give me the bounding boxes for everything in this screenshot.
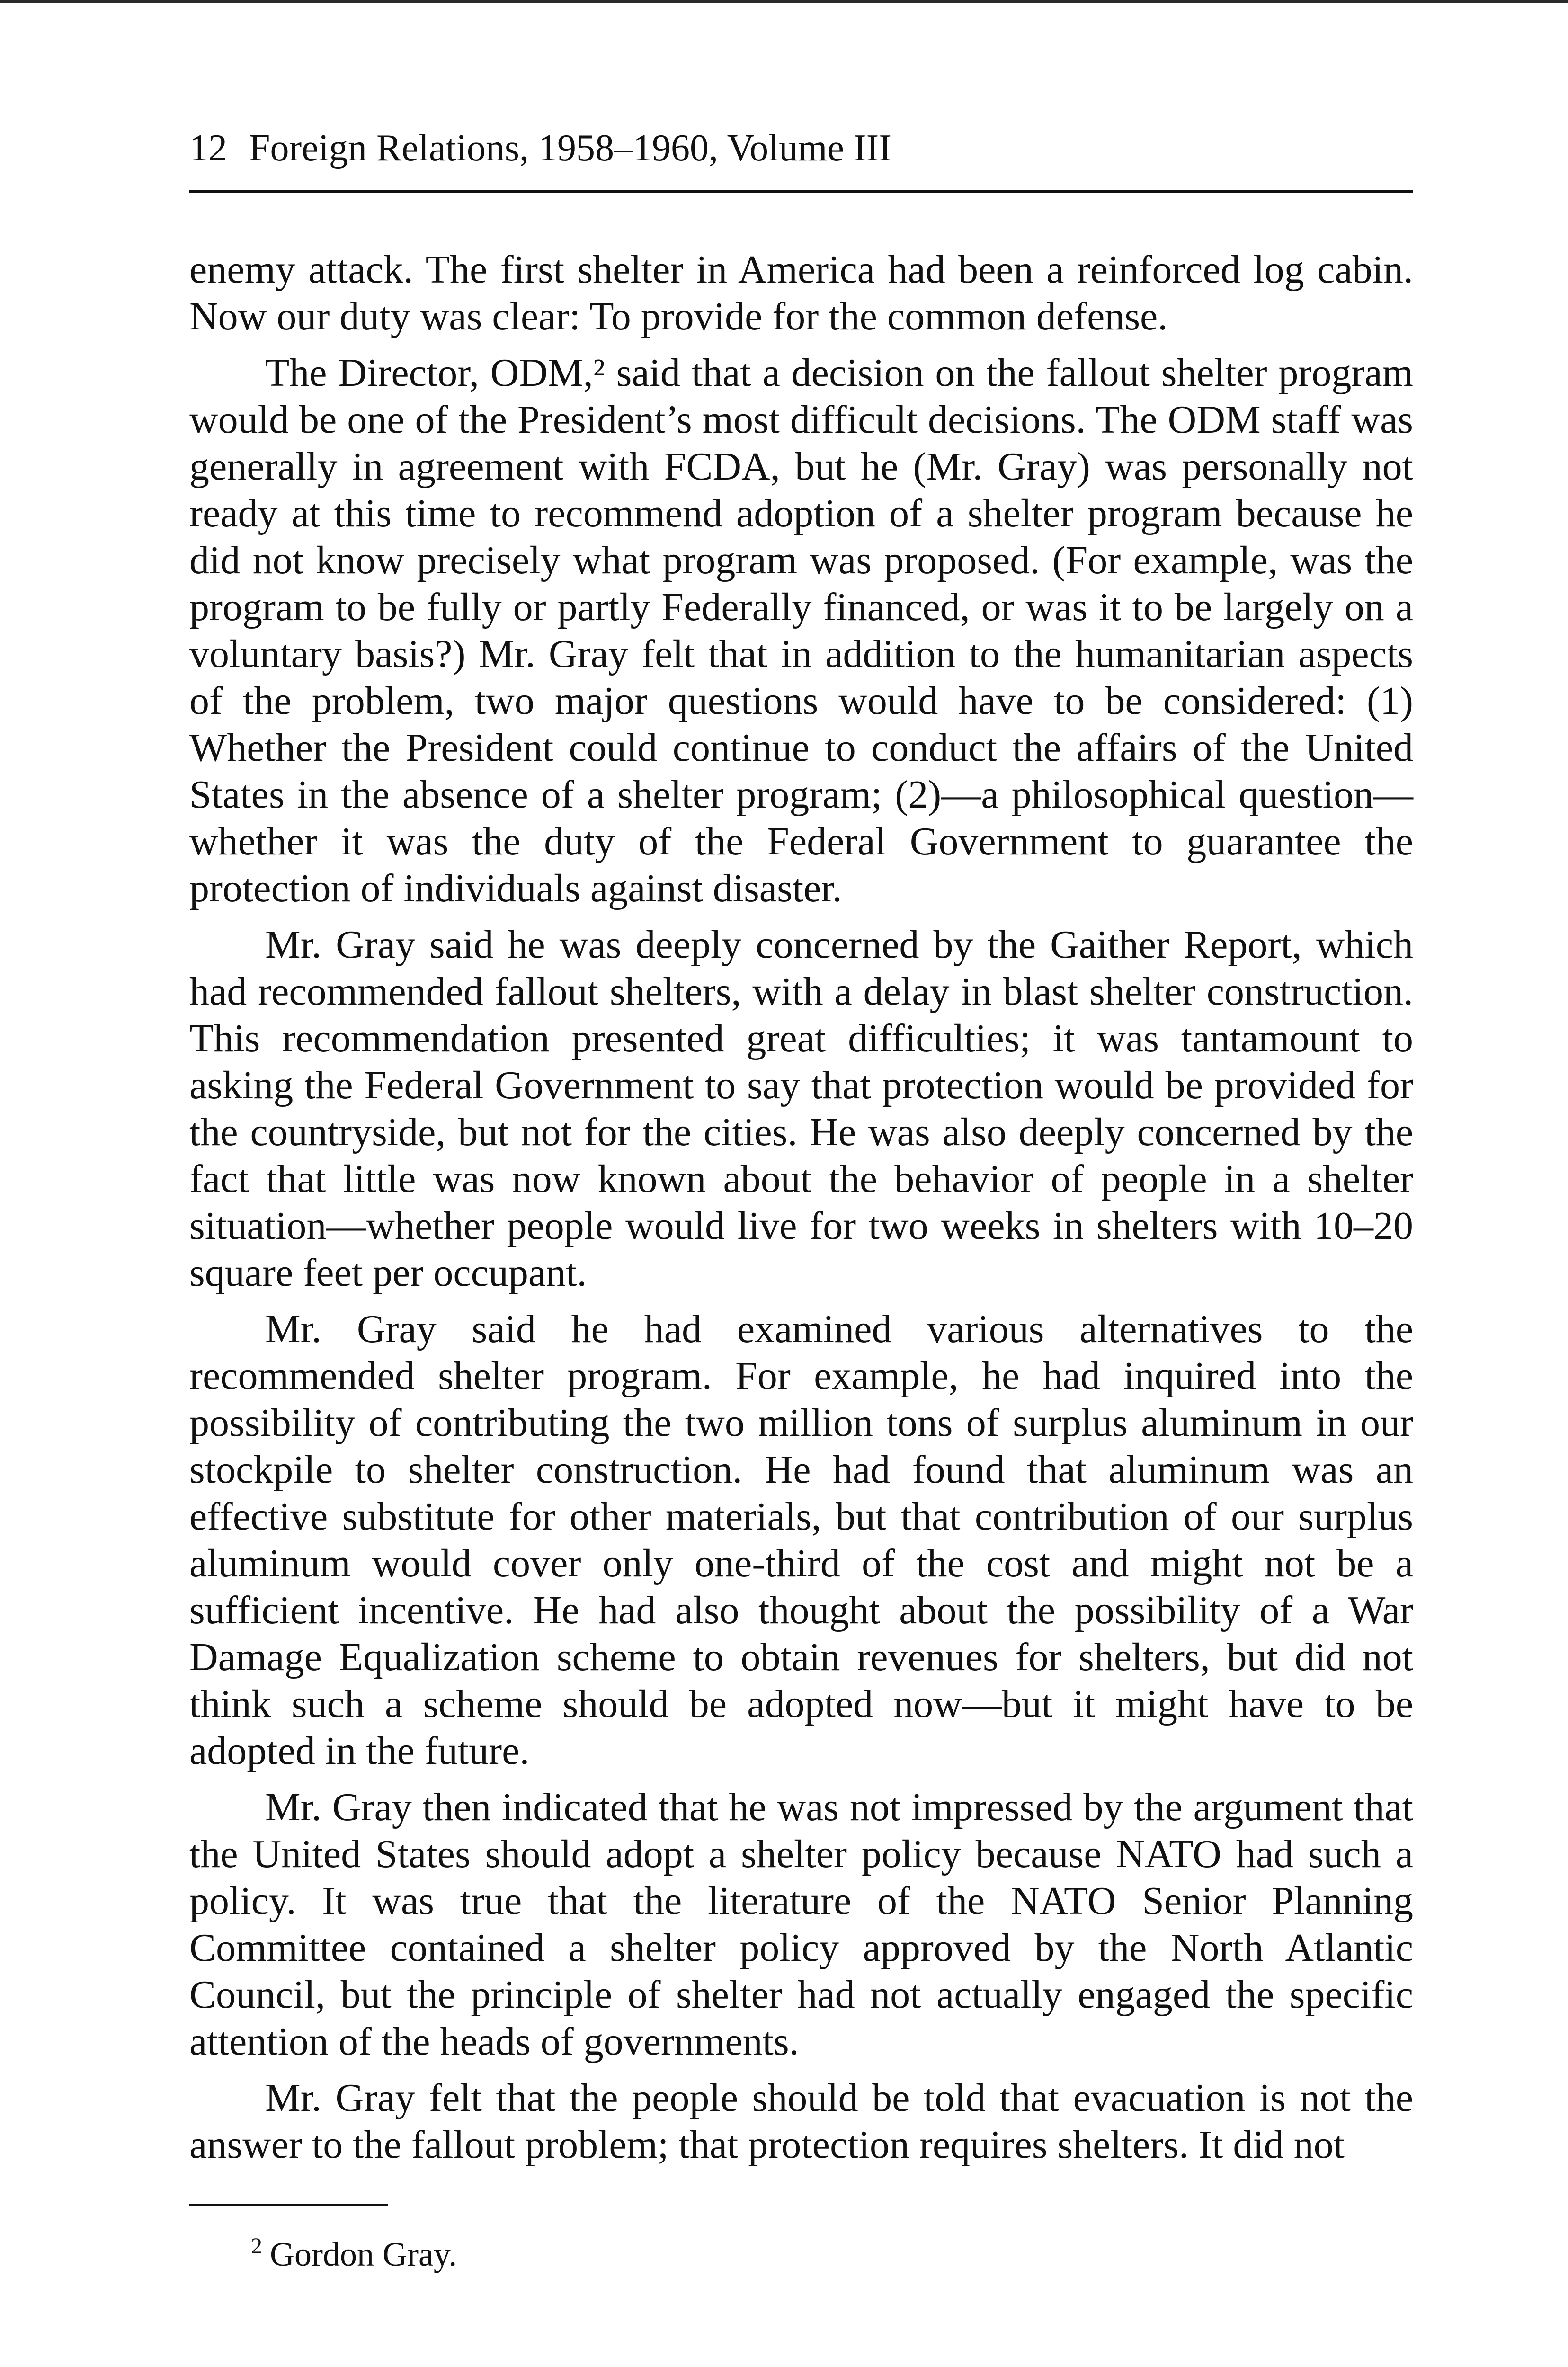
body-text [189,246,1413,2178]
page-number: 12 [189,127,227,169]
running-head [189,127,1413,198]
paragraph: Mr. Gray said he was deeply concerned by the Gaither Report, which had recommended fallout shelters, with a delay in blast shelter construction. This recommendation presented great difficulties; it was tantamount to asking the Federal Government to say that protection would be provided for the countryside, but not for the cities. He was also deeply concerned by the fact that little was now known about the behavior of people in a shelter situation—whether people would live for two weeks in shelters with 10–20 square feet per occupant. [189,923,1413,1295]
paragraph: Mr. Gray said he had examined various alternatives to the recommended shelter program. For example, he had inquired into the possibility of contributing the two million tons of surplus aluminum in our stockpile to shelter construction. He had found that aluminum was an effective substitute for other materials, but that contribution of our surplus aluminum would cover only one-third of the cost and might not be a sufficient incentive. He had also thought about the possibility of a War Damage Equalization scheme to obtain revenues for shelters, but did not think such a scheme should be adopted now—but it might have to be adopted in the future. [189,1307,1413,1773]
paragraph-continued: enemy attack. The first shelter in America had been a reinforced log cabin. Now our duty was clear: To provide for the common defense. [189,248,1413,338]
header-rule [189,190,1413,193]
footnote-rule [189,2204,388,2206]
paragraph: The Director, ODM,² said that a decision on the fallout shelter program would be one of the President’s most difficult decisions. The ODM staff was generally in agreement with FCDA, but he (Mr. Gray) was personally not ready at this time to recommend adoption of a shelter program because he did not know precisely what program was proposed. (For example, was the program to be fully or partly Federally financed, or was it to be largely on a voluntary basis?) Mr. Gray felt that in addition to the humanitarian aspects of the problem, two major questions would have to be considered: (1) Whether the President could continue to conduct the affairs of the United States in the absence of a shelter program; (2)—a philosophical question—whether it was the duty of the Federal Government to guarantee the protection of individuals against disaster. [189,351,1413,910]
paragraph: Mr. Gray then indicated that he was not impressed by the argument that the United States should adopt a shelter policy because NATO had such a policy. It was true that the literature of the NATO Senior Planning Committee contained a shelter policy approved by the North Atlantic Council, but the principle of shelter had not actually engaged the specific attention of the heads of governments. [189,1785,1413,2064]
footnote-text: Gordon Gray. [270,2235,457,2273]
running-head-title: Foreign Relations, 1958–1960, Volume III [249,127,891,169]
footnote-number: 2 [251,2234,262,2259]
paragraph: Mr. Gray felt that the people should be told that evacuation is not the answer to the fallout problem; that protection requires shelters. It did not [189,2076,1413,2167]
footnote [251,2225,1340,2276]
page-top-edge [0,0,1568,3]
